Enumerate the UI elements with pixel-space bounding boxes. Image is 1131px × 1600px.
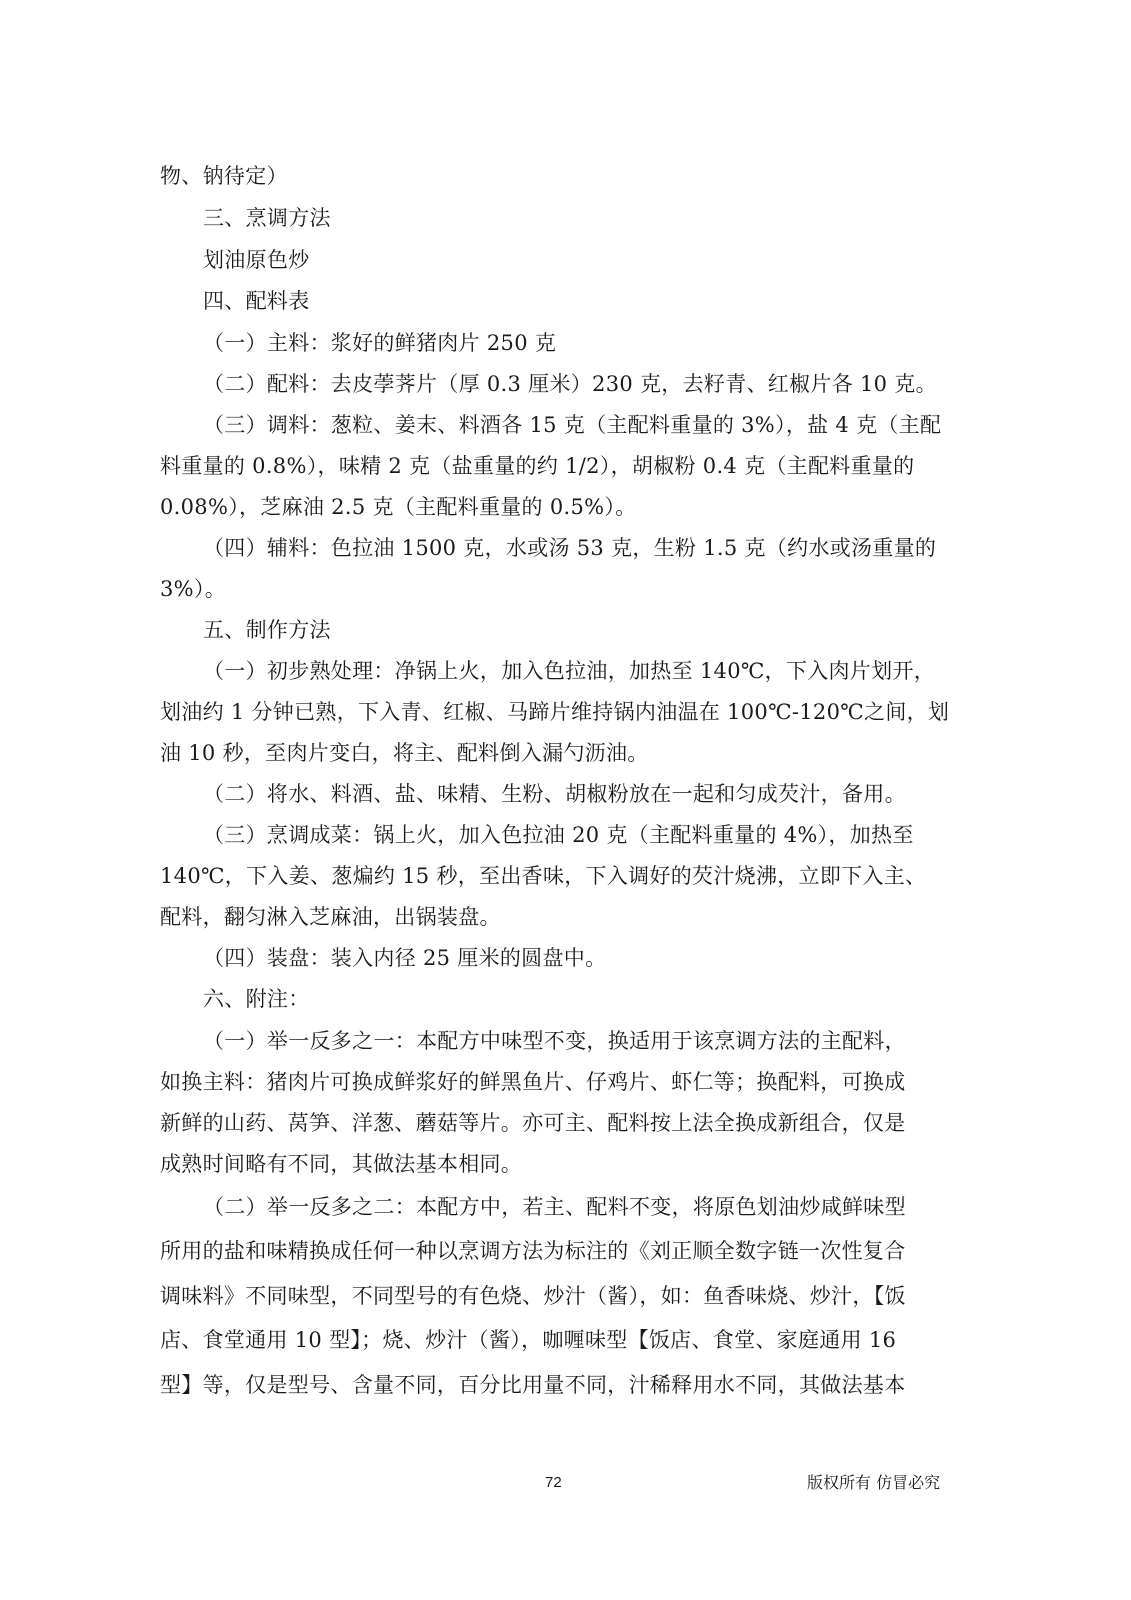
text-line: （二）将水、料酒、盐、味精、生粉、胡椒粉放在一起和匀成芡汁，备用。 [203, 782, 906, 806]
text-line: （一）举一反多之一：本配方中味型不变，换适用于该烹调方法的主配料， [203, 1029, 906, 1053]
text-line: 如换主料：猪肉片可换成鲜浆好的鲜黑鱼片、仔鸡片、虾仁等；换配料，可换成 [160, 1070, 906, 1094]
text-line: （四）辅料：色拉油 1500 克，水或汤 53 克，生粉 1.5 克（约水或汤重量的 [203, 536, 937, 560]
text-line: （三）调料：葱粒、姜末、料酒各 15 克（主配料重量的 3%），盐 4 克（主配 [203, 413, 942, 437]
text-line: （二）举一反多之二：本配方中，若主、配料不变，将原色划油炒咸鲜味型 [203, 1195, 906, 1219]
text-line: 划油原色炒 [203, 248, 310, 272]
text-line: （四）装盘：装入内径 25 厘米的圆盘中。 [203, 946, 607, 970]
section-heading-preparation: 五、制作方法 [203, 618, 331, 642]
copyright-notice: 版权所有 仿冒必究 [807, 1473, 941, 1492]
text-line: 3%）。 [160, 577, 227, 601]
section-heading-notes: 六、附注： [203, 987, 310, 1011]
text-line: （二）配料：去皮荸荠片（厚 0.3 厘米）230 克，去籽青、红椒片各 10 克。 [203, 372, 937, 396]
text-line: 配料，翻匀淋入芝麻油，出锅装盘。 [160, 905, 501, 929]
text-line: （三）烹调成菜：锅上火，加入色拉油 20 克（主配料重量的 4%），加热至 [203, 823, 914, 847]
text-line: （一）主料：浆好的鲜猪肉片 250 克 [203, 331, 557, 355]
section-heading-cooking-method: 三、烹调方法 [203, 206, 331, 230]
text-line: 店、食堂通用 10 型】；烧、炒汁（酱），咖喱味型【饭店、食堂、家庭通用 16 [160, 1328, 897, 1352]
text-line: 料重量的 0.8%），味精 2 克（盐重量的约 1/2），胡椒粉 0.4 克（主配料重量的 [160, 454, 915, 478]
text-line: 新鲜的山药、莴笋、洋葱、蘑菇等片。亦可主、配料按上法全换成新组合，仅是 [160, 1111, 906, 1135]
text-line: 油 10 秒，至肉片变白，将主、配料倒入漏勺沥油。 [160, 741, 649, 765]
page-footer [0, 1455, 1131, 1495]
text-line: 成熟时间略有不同，其做法基本相同。 [160, 1152, 523, 1176]
text-line: （一）初步熟处理：净锅上火，加入色拉油，加热至 140℃，下入肉片划开， [203, 659, 936, 683]
text-line: 0.08%），芝麻油 2.5 克（主配料重量的 0.5%）。 [160, 495, 637, 519]
section-heading-ingredients: 四、配料表 [203, 289, 310, 313]
text-line: 140℃，下入姜、葱煸约 15 秒，至出香味，下入调好的芡汁烧沸，立即下入主、 [160, 864, 927, 888]
page-number: 72 [545, 1474, 562, 1491]
text-line: 型】等，仅是型号、含量不同，百分比用量不同，汁稀释用水不同，其做法基本 [160, 1373, 906, 1397]
text-line: 物、钠待定） [160, 164, 288, 188]
text-line: 划油约 1 分钟已熟，下入青、红椒、马蹄片维持锅内油温在 100℃-120℃之间，划 [160, 700, 950, 724]
text-line: 所用的盐和味精换成任何一种以烹调方法为标注的《刘正顺全数字链一次性复合 [160, 1239, 906, 1263]
text-line: 调味料》不同味型，不同型号的有色烧、炒汁（酱），如：鱼香味烧、炒汁，【饭 [160, 1284, 906, 1308]
